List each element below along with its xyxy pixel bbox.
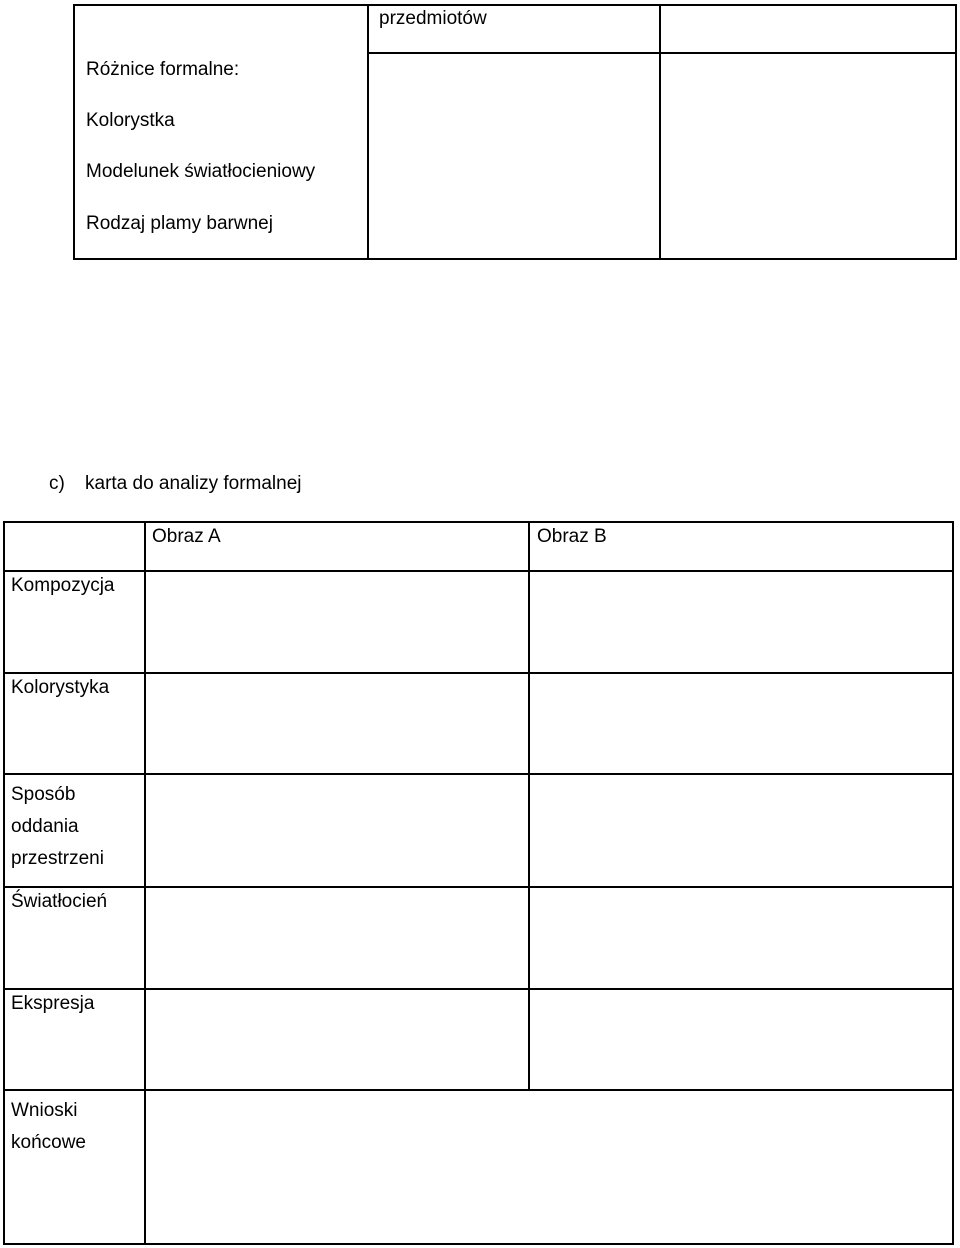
differences-item-chiaroscuro: Modelunek światłocieniowy [86,161,316,182]
row-label-chiaroscuro: Światłocień [11,891,108,912]
header-obraz-a: Obraz A [152,526,221,547]
section-marker: c) [49,473,65,494]
top-table-col2-header: przedmiotów [379,8,487,29]
row-label-expression: Ekspresja [11,993,95,1014]
section-title: karta do analizy formalnej [85,473,302,494]
cell-chiaroscuro-obraz-a[interactable] [146,888,528,988]
cell-expression-obraz-b[interactable] [530,990,952,1089]
differences-item-colour-patch: Rodzaj plamy barwnej [86,213,273,234]
cell-composition-obraz-a[interactable] [146,572,528,672]
top-table-header-divider [367,52,957,54]
cell-conclusions[interactable] [146,1091,952,1243]
top-table-border-left [73,4,75,260]
row-label-composition: Kompozycja [11,575,115,596]
cell-expression-obraz-a[interactable] [146,990,528,1089]
top-table-border-top [73,4,957,6]
cell-colour-obraz-b[interactable] [530,674,952,773]
differences-item-colour: Kolorystka [86,110,175,131]
row-label-colour: Kolorystyka [11,677,110,698]
analysis-table-border-left [3,521,5,1245]
header-obraz-b: Obraz B [537,526,607,547]
cell-space-obraz-a[interactable] [146,775,528,886]
top-table-col-divider-1 [367,4,369,260]
top-table-border-right [955,4,957,260]
row-label-space: Sposób oddania przestrzeni [11,784,104,869]
cell-composition-obraz-b[interactable] [530,572,952,672]
cell-chiaroscuro-obraz-b[interactable] [530,888,952,988]
analysis-table-border-right [952,521,954,1245]
row-label-conclusions: Wnioski końcowe [11,1100,86,1153]
cell-colour-obraz-a[interactable] [146,674,528,773]
top-table-border-bottom [73,258,957,260]
top-table-col-divider-2 [659,4,661,260]
differences-heading: Różnice formalne: [86,59,240,80]
cell-space-obraz-b[interactable] [530,775,952,886]
